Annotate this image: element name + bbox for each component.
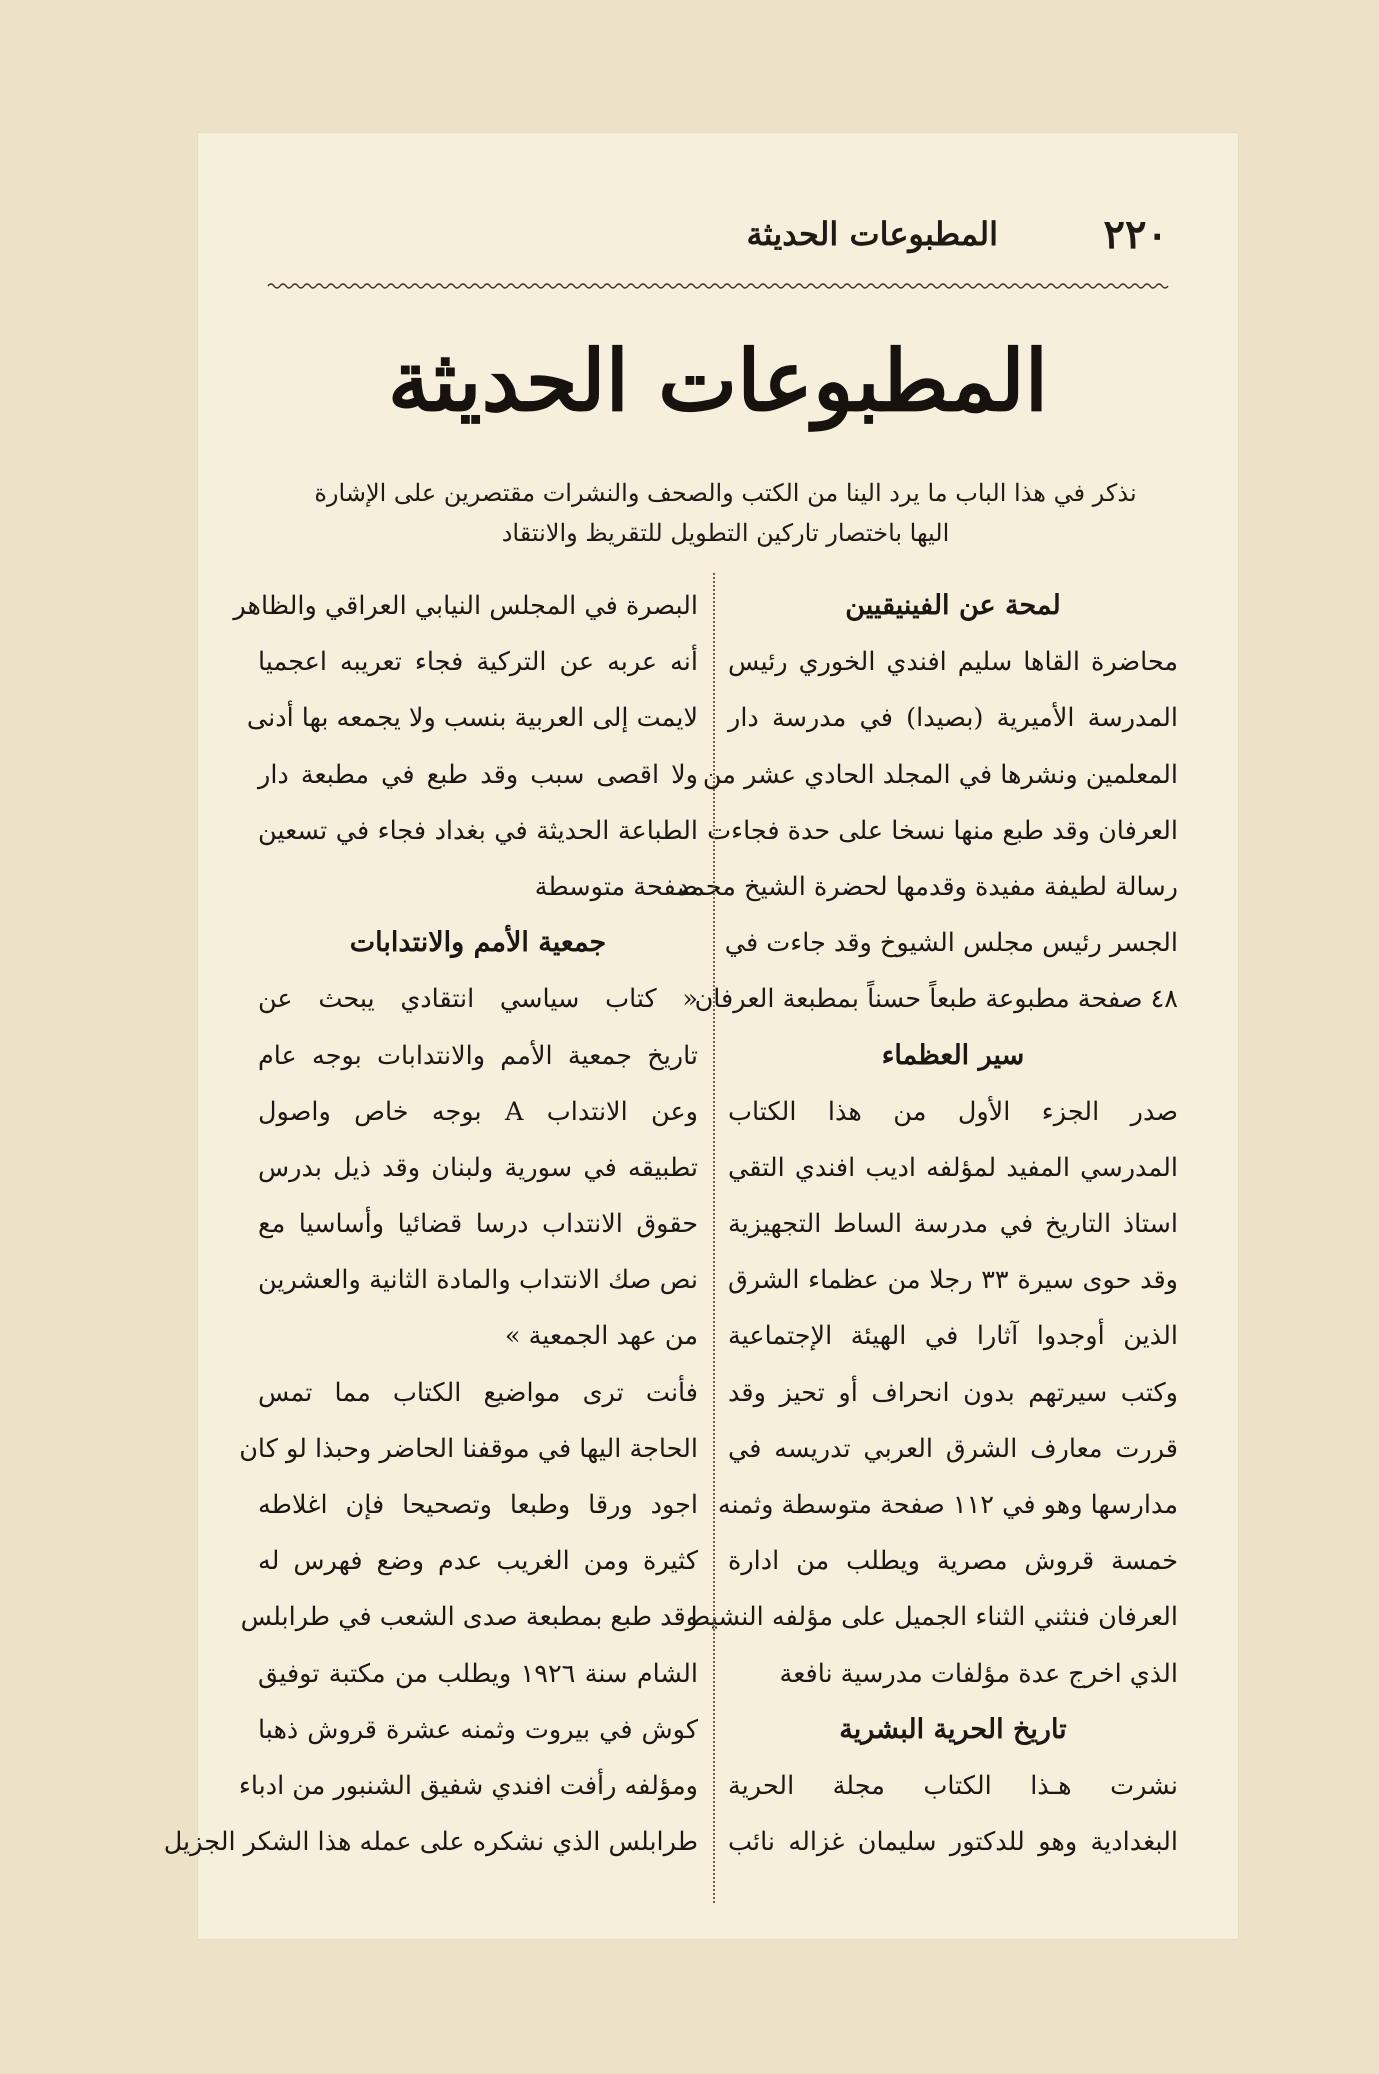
- text-line: الذين أوجدوا آثارا في الهيئة الإجتماعية: [728, 1321, 1178, 1352]
- text-line: الشام سنة ١٩٢٦ ويطلب من مكتبة توفيق: [258, 1658, 698, 1689]
- text-line: الطباعة الحديثة في بغداد فجاء في تسعين: [258, 815, 698, 846]
- text-line: نشرت هـذا الكتاب مجلة الحرية: [728, 1770, 1178, 1801]
- article-heading: جمعية الأمم والانتدابات: [349, 927, 607, 959]
- intro-paragraph: [283, 473, 1168, 553]
- text-line: وقد حوى سيرة ٣٣ رجلا من عظماء الشرق: [728, 1265, 1178, 1296]
- text-line: قررت معارف الشرق العربي تدريسه في: [728, 1433, 1178, 1464]
- section-title: المطبوعات الحديثة: [387, 331, 1049, 430]
- column-divider: [713, 573, 715, 1903]
- text-line: محاضرة القاها سليم افندي الخوري رئيس: [728, 647, 1178, 678]
- text-line: المعلمين ونشرها في المجلد الحادي عشر من: [702, 759, 1178, 790]
- text-line: استاذ التاريخ في مدرسة الساط التجهيزية: [728, 1209, 1178, 1240]
- text-line: ولا اقصى سبب وقد طبع في مطبعة دار: [258, 759, 698, 790]
- text-line: المدرسة الأميرية (بصيدا) في مدرسة دار: [728, 703, 1178, 734]
- text-line: مدارسها وهو في ١١٢ صفحة متوسطة وثمنه: [717, 1490, 1178, 1520]
- text-line: نص صك الانتداب والمادة الثانية والعشرين: [258, 1265, 698, 1296]
- intro-line: نذكر في هذا الباب ما يرد الينا من الكتب والصحف والنشرات مقتصرين على الإشارة: [314, 479, 1137, 507]
- text-line: لايمت إلى العربية بنسب ولا يجمعه بها أدنى: [246, 703, 698, 734]
- intro-line: اليها باختصار تاركين التطويل للتقريظ والانتقاد: [501, 519, 950, 547]
- article-heading: لمحة عن الفينيقيين: [845, 590, 1061, 621]
- text-line: تطبيقه في سورية ولبنان وقد ذيل بدرس: [258, 1152, 698, 1183]
- text-line: اجود ورقا وطبعا وتصحيحا فإن اغلاطه: [258, 1490, 698, 1520]
- text-line: العرفان فنثني الثناء الجميل على مؤلفه النشيط: [686, 1602, 1178, 1633]
- text-line: خمسة قروش مصرية ويطلب من ادارة: [728, 1546, 1178, 1577]
- text-line: تاريخ جمعية الأمم والانتدابات بوجه عام: [258, 1040, 698, 1071]
- article-heading: سير العظماء: [881, 1039, 1025, 1071]
- text-line: رسالة لطيفة مفيدة وقدمها لحضرة الشيخ محمد: [677, 871, 1178, 902]
- text-line: العرفان وقد طبع منها نسخا على حدة فجاءت: [707, 815, 1178, 846]
- text-line: الجسر رئيس مجلس الشيوخ وقد جاءت في: [724, 928, 1178, 959]
- text-line: طرابلس الذي نشكره على عمله هذا الشكر الجزيل: [163, 1827, 698, 1858]
- journal-page: [163, 133, 1238, 1939]
- text-line: من عهد الجمعية »: [504, 1321, 698, 1352]
- text-line: البصرة في المجلس النيابي العراقي والظاهر: [233, 591, 698, 621]
- header-rule: [268, 281, 1168, 291]
- text-line: كثيرة ومن الغريب عدم وضع فهرس له: [258, 1546, 698, 1577]
- text-line: « كتاب سياسي انتقادي يبحث عن: [258, 984, 698, 1015]
- text-line: أنه عربه عن التركية فجاء تعريبه اعجميا: [258, 647, 698, 678]
- right-column: [677, 578, 1178, 1870]
- left-column: [163, 578, 698, 1870]
- text-line: صدر الجزء الأول من هذا الكتاب: [728, 1096, 1178, 1127]
- text-line: ٤٨ صفحة مطبوعة طبعاً حسناً بمطبعة العرفان: [694, 984, 1178, 1015]
- page-header: [268, 211, 1168, 271]
- page-number: ٢٢٠: [1103, 211, 1168, 258]
- text-line: الحاجة اليها في موقفنا الحاضر وحبذا لو كان: [239, 1433, 698, 1464]
- running-title: المطبوعات الحديثة: [746, 215, 998, 253]
- text-line: كوش في بيروت وثمنه عشرة قروش ذهبا: [258, 1714, 698, 1745]
- text-line: وقد طبع بمطبعة صدى الشعب في طرابلس: [240, 1602, 698, 1633]
- text-line: فأنت ترى مواضيع الكتاب مما تمس: [258, 1377, 698, 1408]
- text-line: حقوق الانتداب درسا قضائيا وأساسيا مع: [258, 1209, 698, 1240]
- text-line: وعن الانتداب A بوجه خاص واصول: [258, 1096, 698, 1127]
- text-line: وكتب سيرتهم بدون انحراف أو تحيز وقد: [728, 1377, 1178, 1408]
- text-line: ومؤلفه رأفت افندي شفيق الشنبور من ادباء: [238, 1770, 698, 1801]
- article-heading: تاريخ الحرية البشرية: [839, 1713, 1067, 1745]
- text-line: الذي اخرج عدة مؤلفات مدرسية نافعة: [779, 1658, 1178, 1689]
- text-line: صفحة متوسطة: [534, 871, 698, 902]
- text-line: البغدادية وهو للدكتور سليمان غزاله نائب: [728, 1827, 1178, 1858]
- text-line: المدرسي المفيد لمؤلفه اديب افندي التقي: [728, 1152, 1178, 1183]
